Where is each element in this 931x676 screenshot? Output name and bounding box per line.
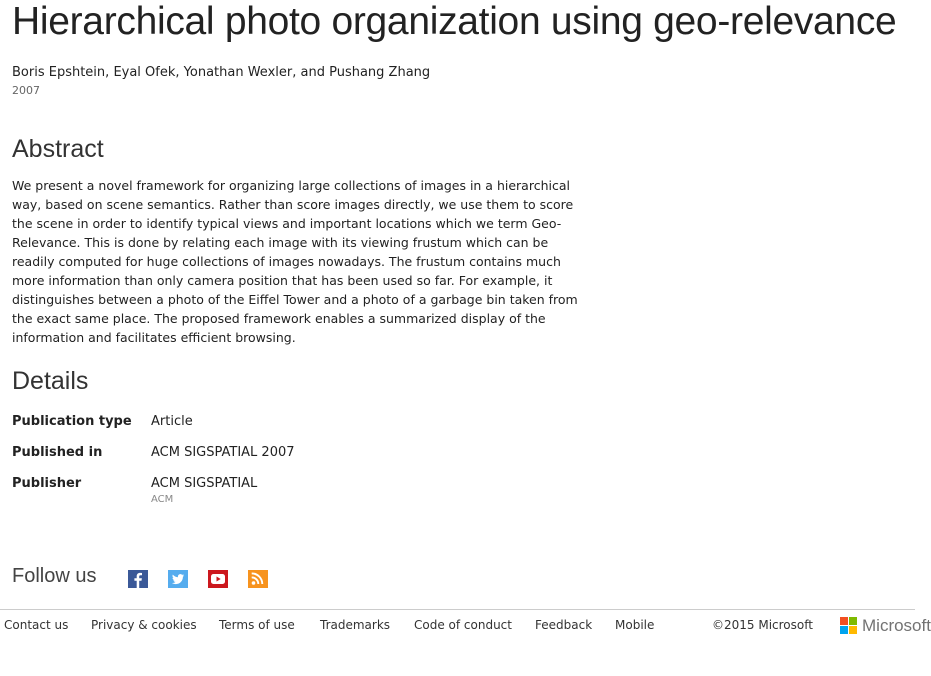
logo-square-blue	[840, 626, 848, 634]
author-conjunction: and	[300, 65, 325, 80]
page-title: Hierarchical photo organization using geo-relevance	[12, 0, 897, 43]
details-label: Published in	[12, 445, 103, 460]
abstract-heading: Abstract	[12, 135, 104, 163]
author-link[interactable]: Eyal Ofek	[113, 65, 176, 80]
details-label: Publication type	[12, 414, 132, 429]
footer-link-mobile[interactable]: Mobile	[615, 618, 655, 632]
author-link[interactable]: Yonathan Wexler	[183, 65, 293, 80]
logo-square-yellow	[849, 626, 857, 634]
logo-wordmark: Microsoft	[862, 616, 931, 635]
publication-year: 2007	[12, 84, 40, 97]
logo-square-red	[840, 617, 848, 625]
author-link[interactable]: Pushang Zhang	[329, 65, 431, 80]
footer-link-code-of-conduct[interactable]: Code of conduct	[414, 618, 512, 632]
details-subvalue: ACM	[151, 494, 174, 505]
facebook-icon[interactable]	[128, 570, 148, 588]
rss-icon[interactable]	[248, 570, 268, 588]
footer-divider	[0, 609, 915, 610]
details-heading: Details	[12, 367, 89, 395]
youtube-icon[interactable]	[208, 570, 228, 588]
author-list: Boris Epshtein, Eyal Ofek, Yonathan Wexler, and Pushang Zhang	[12, 65, 431, 80]
logo-square-green	[849, 617, 857, 625]
footer-link-trademarks[interactable]: Trademarks	[320, 618, 391, 632]
twitter-icon[interactable]	[168, 570, 188, 588]
footer-link-feedback[interactable]: Feedback	[535, 618, 593, 632]
details-label: Publisher	[12, 476, 82, 491]
author-link[interactable]: Boris Epshtein	[12, 65, 106, 80]
footer-link-terms[interactable]: Terms of use	[219, 618, 295, 632]
copyright-notice: ©2015 Microsoft	[712, 618, 813, 632]
abstract-text: We present a novel framework for organizing large collections of images in a hierarchical way, based on scene semantics. Rather than score images directly, we use them to score the scene in order to identify typical views and important locations which we term Geo-Relevance. This is done by relating each image with its viewing frustum which can be readily computed for huge collections of images nowadays. The frustum contains much more information than only camera position that has been used so far. For example, it distinguishes between a photo of the Eiffel Tower and a photo of a garbage bin taken from the exact same place. The proposed framework enables a summarized display of the information and facilitates efficient browsing.	[12, 178, 578, 345]
follow-us-label: Follow us	[12, 565, 97, 587]
footer-link-contact-us[interactable]: Contact us	[4, 618, 69, 632]
details-value: ACM SIGSPATIAL 2007	[151, 445, 295, 460]
details-value: Article	[151, 414, 193, 429]
footer-link-privacy[interactable]: Privacy & cookies	[91, 618, 197, 632]
details-value: ACM SIGSPATIAL	[151, 476, 258, 491]
microsoft-logo[interactable]	[840, 616, 931, 636]
